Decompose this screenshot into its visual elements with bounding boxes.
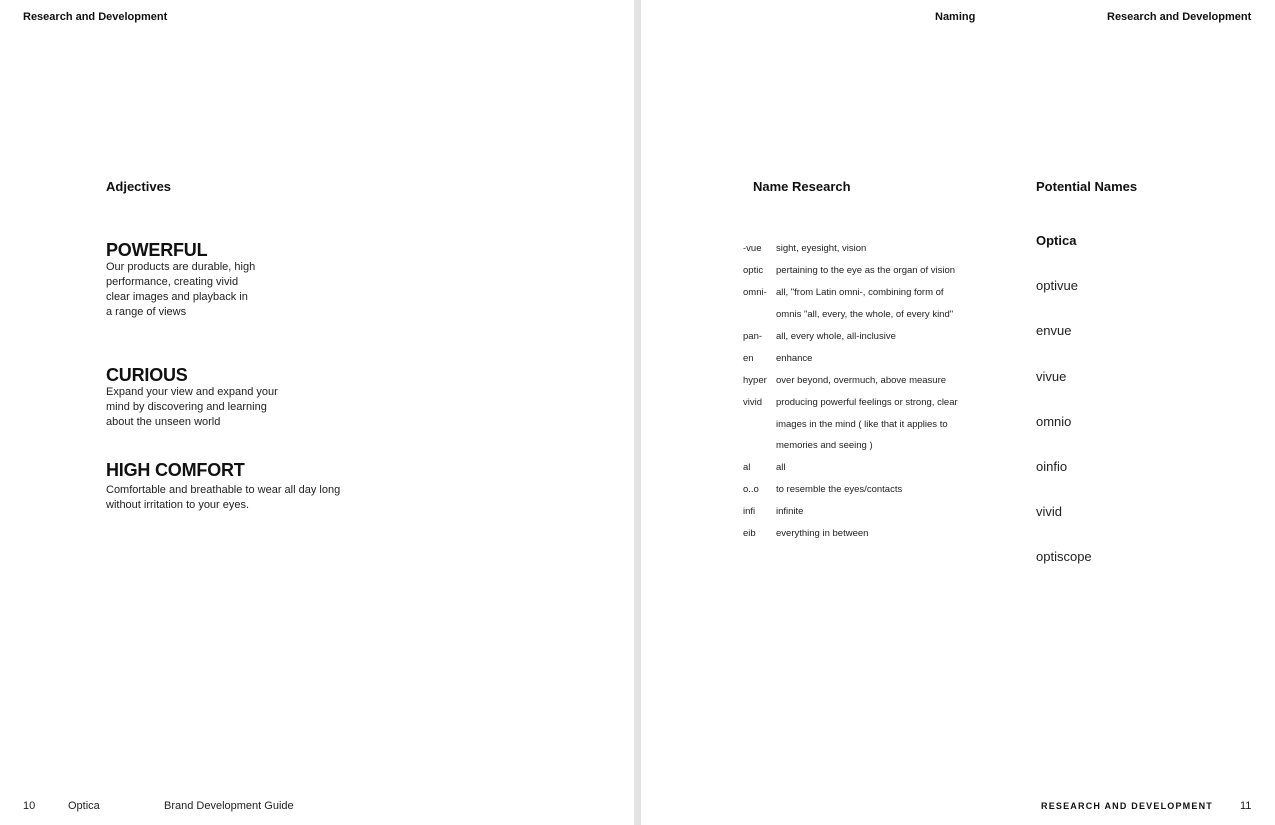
name-research-table [743, 238, 958, 544]
table-row [743, 238, 958, 260]
left-page [0, 0, 634, 825]
name-prefix: al [743, 462, 751, 474]
name-prefix: -vue [743, 243, 762, 255]
table-row [743, 282, 958, 304]
name-prefix: en [743, 352, 754, 364]
name-prefix: infi [743, 506, 756, 518]
adjective-block-high-comfort [106, 460, 341, 513]
footer-section-label: RESEARCH AND DEVELOPMENT [1041, 801, 1213, 811]
running-head-right: Research and Development [1107, 11, 1252, 23]
footer-guide-title: Brand Development Guide [164, 800, 294, 812]
running-head-left: Research and Development [23, 11, 168, 23]
table-row [743, 501, 958, 523]
name-meaning: over beyond, overmuch, above measure [776, 374, 947, 386]
table-row [743, 435, 958, 457]
name-prefix [743, 435, 776, 457]
name-meaning: all, "from Latin omni-, combining form of [776, 287, 944, 299]
potential-name-item: optivue [1036, 278, 1078, 294]
name-meaning: everything in between [776, 528, 869, 540]
adjective-description: Expand your view and expand your mind by discovering and learning about the unseen world [106, 386, 278, 428]
adjective-description: Our products are durable, high performance, creating vivid clear images and playback in a range of views [106, 261, 256, 318]
name-meaning: memories and seeing ) [776, 440, 873, 452]
potential-name-item: envue [1036, 323, 1072, 339]
name-meaning: all [776, 462, 786, 474]
adjectives-heading: Adjectives [106, 179, 172, 194]
name-meaning: images in the mind ( like that it applies to [776, 418, 948, 430]
table-row [743, 260, 958, 282]
table-row [743, 347, 958, 369]
name-meaning: producing powerful feelings or strong, clear [776, 396, 958, 408]
table-row [743, 369, 958, 391]
name-prefix: hyper [743, 374, 767, 386]
name-meaning: pertaining to the eye as the organ of vision [776, 265, 956, 277]
name-meaning: all, every whole, all-inclusive [776, 331, 896, 342]
name-meaning: sight, eyesight, vision [776, 243, 867, 255]
adjective-title: CURIOUS [106, 365, 188, 385]
table-row [743, 304, 958, 326]
running-head-center: Naming [935, 11, 976, 23]
table-row [743, 413, 958, 435]
name-research-heading: Name Research [753, 179, 851, 194]
potential-name-item: Optica [1036, 233, 1077, 248]
potential-name-item: vivue [1036, 368, 1067, 384]
name-prefix [743, 413, 776, 435]
name-meaning: infinite [776, 506, 804, 518]
name-meaning: to resemble the eyes/contacts [776, 484, 903, 496]
name-meaning: enhance [776, 352, 813, 364]
table-row [743, 457, 958, 479]
adjective-block-curious [106, 365, 296, 430]
name-prefix [743, 304, 776, 326]
name-meaning: omnis "all, every, the whole, of every kind" [776, 309, 954, 321]
table-row [743, 523, 958, 545]
table-row [743, 479, 958, 501]
adjective-title: POWERFUL [106, 240, 208, 260]
right-page [641, 0, 1275, 825]
adjective-block-powerful [106, 240, 256, 320]
name-prefix: optic [743, 265, 764, 277]
footer-page-number: 10 [23, 800, 36, 812]
potential-name-item: optiscope [1036, 549, 1092, 565]
table-row [743, 391, 958, 413]
potential-name-item: omnio [1036, 413, 1072, 429]
name-prefix: eib [743, 528, 756, 540]
name-prefix: o..o [743, 484, 759, 496]
name-prefix: omni- [743, 287, 767, 299]
adjective-title: HIGH COMFORT [106, 460, 245, 480]
footer-brand: Optica [68, 800, 100, 812]
table-row [743, 326, 958, 348]
potential-name-item: vivid [1036, 504, 1063, 520]
footer-page-number-right: 11 [1240, 800, 1252, 812]
name-prefix: pan- [743, 331, 763, 342]
page-gutter [634, 0, 641, 825]
potential-name-item: oinfio [1036, 458, 1068, 474]
name-prefix: vivid [743, 396, 763, 408]
potential-names-heading: Potential Names [1036, 179, 1138, 194]
adjective-description: Comfortable and breathable to wear all day long without irritation to your eyes. [106, 484, 341, 511]
potential-names-list [1036, 231, 1092, 593]
